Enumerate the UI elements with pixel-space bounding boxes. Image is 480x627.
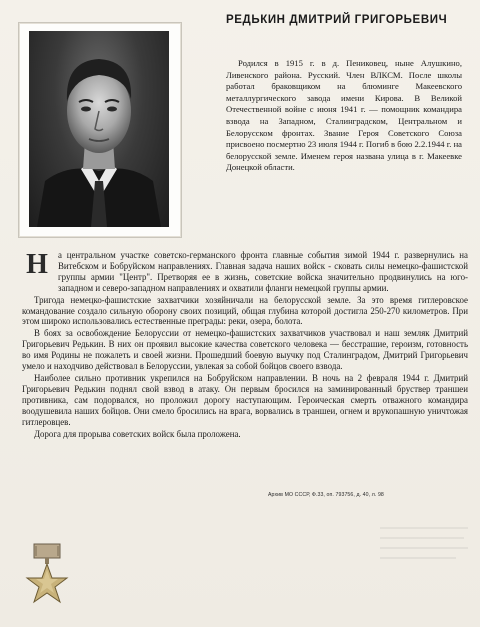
hero-name-title: РЕДЬКИН ДМИТРИЙ ГРИГОРЬЕВИЧ — [226, 14, 448, 26]
article-paragraph: В боях за освобождение Белоруссии от немецко-фашистских захватчиков участвовал и наш земляк Дмитрий Григорьевич Редькин. В них он проявил высокие качества советского человека — бесстрашие, героизм, готовность во имя Родины не пожалеть и своей жизни. Прошедший боевую выучку под Сталинградом, Дмитрий Григорьевич умело и находчиво действовал в Белоруссии, увлекая за собой бойцов своего взвода. — [22, 328, 468, 372]
portrait-frame — [18, 22, 182, 238]
gold-star-medal-icon — [22, 540, 72, 620]
bio-text: Родился в 1915 г. в д. Пениковец, ныне Алушкино, Ливенского района. Русский. Член ВЛКСМ. После школы работал браковщиком на блюминге Макеевского металлургического завода имени Кирова. В Великой Отечественной войне с июня 1941 г. — помощник командира взвода на Западном, Сталинградском, Центральном и Белорусском фронтах. Звание Героя Советского Союза присвоено посмертно 23 июля 1944 г. Погиб в бою 2.2.1944 г. на белорусской земле. Именем героя названа улица в г. Макеевке Донецкой области. — [226, 58, 462, 173]
article-paragraph: Тригода немецко-фашистские захватчики хозяйничали на белорусской земле. За это время гитлеровское командование создало сильную оборону своих позиций, общая глубина которой достигла 250-270 километров. При этом широко использовались естественные преграды: реки, озера, болота. — [22, 294, 468, 327]
article-paragraph: а центральном участке советско-германского фронта главные события зимой 1944 г. развернулись на Витебском и Бобруйском направлениях. Главная задача наших войск - сковать силы немецко-фашистской группы армии "Центр". Претворяя ее в жизнь, советские войска значительно продвинулись на юго-западном и северо-западном направлениях и охватили фланги немецкой группы армии. — [58, 250, 468, 293]
portrait-photo — [29, 31, 169, 227]
portrait-illustration — [29, 31, 169, 227]
bleed-through-text — [380, 520, 470, 580]
dropcap-letter: Н — [26, 249, 48, 280]
article-paragraph: Наиболее сильно противник укрепился на Бобруйском направлении. В ночь на 2 февраля 1944 г. Дмитрий Григорьевич Редькин поднял свой взвод в атаку. Он первым бросился на заминированный бруствер траншеи противника, сам подорвался, но проложил дорогу наступающим. Героическая смерть отважного командира воодушевила наших бойцов. Они смело бросились на врага, ворвались в траншеи, огнем и врукопашную уничтожая гитлеровцев. — [22, 372, 468, 427]
article-body — [22, 250, 468, 440]
bio-block — [226, 58, 462, 174]
article-paragraph: Дорога для прорыва советских войск была проложена. — [34, 428, 241, 439]
archive-reference: Архив МО СССР, Ф.33, оп. 793756, д. 40, л. 98 — [268, 492, 384, 498]
